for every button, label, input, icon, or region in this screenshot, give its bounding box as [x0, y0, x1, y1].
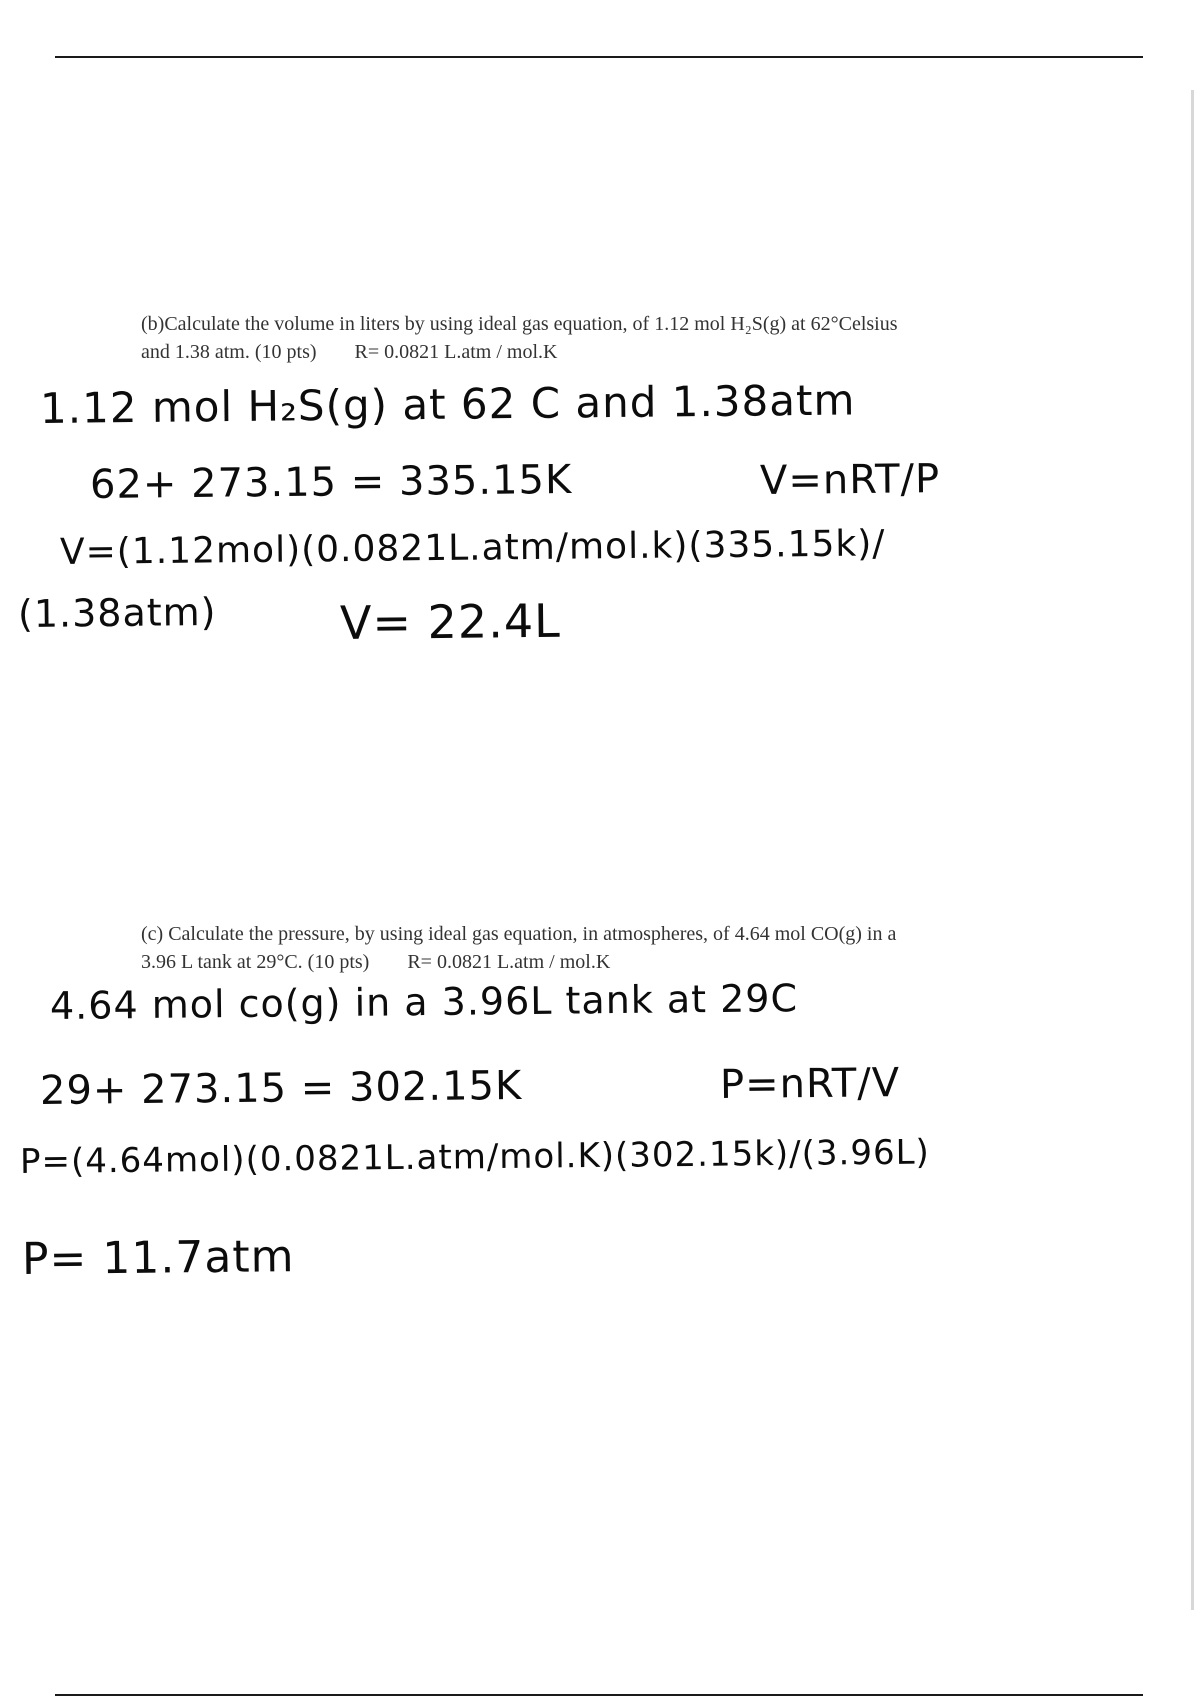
answer-c-temperature: 29+ 273.15 = 302.15K: [39, 1062, 523, 1114]
answer-c-substitution: P=(4.64mol)(0.0821L.atm/mol.K)(302.15k)/(3.96L): [19, 1132, 931, 1182]
question-c: [141, 920, 1041, 976]
question-c-points: 3.96 L tank at 29°C. (10 pts): [141, 951, 370, 973]
question-c-gas-constant: R= 0.0821 L.atm / mol.K: [407, 951, 611, 973]
answer-b-formula: V=nRT/P: [759, 456, 941, 504]
answer-b-given: 1.12 mol H₂S(g) at 62 C and 1.38atm: [39, 375, 856, 433]
question-b-gas-constant: R= 0.0821 L.atm / mol.K: [354, 341, 558, 363]
answer-c-result: P= 11.7atm: [21, 1231, 295, 1285]
question-b: [141, 310, 1041, 366]
answer-b-temperature: 62+ 273.15 = 335.15K: [89, 456, 573, 508]
bottom-rule: [55, 1694, 1143, 1696]
top-rule: [55, 56, 1143, 58]
question-b-points: and 1.38 atm. (10 pts): [141, 341, 317, 363]
question-b-line2: [141, 338, 1041, 366]
question-b-line1: (b)Calculate the volume in liters by using ideal gas equation, of 1.12 mol H₂S(g) at 62°Celsius: [141, 313, 898, 335]
answer-b-substitution-1: V=(1.12mol)(0.0821L.atm/mol.k)(335.15k)/: [59, 523, 886, 573]
question-c-line2: [141, 948, 1041, 976]
answer-b-result: V= 22.4L: [339, 593, 561, 650]
answer-c-given: 4.64 mol co(g) in a 3.96L tank at 29C: [49, 976, 799, 1028]
answer-c-formula: P=nRT/V: [719, 1060, 901, 1108]
answer-b-substitution-2: (1.38atm): [17, 589, 217, 636]
scan-edge: [1191, 90, 1194, 1610]
question-c-line1: (c) Calculate the pressure, by using ideal gas equation, in atmospheres, of 4.64 mol CO(g) in a: [141, 923, 897, 945]
